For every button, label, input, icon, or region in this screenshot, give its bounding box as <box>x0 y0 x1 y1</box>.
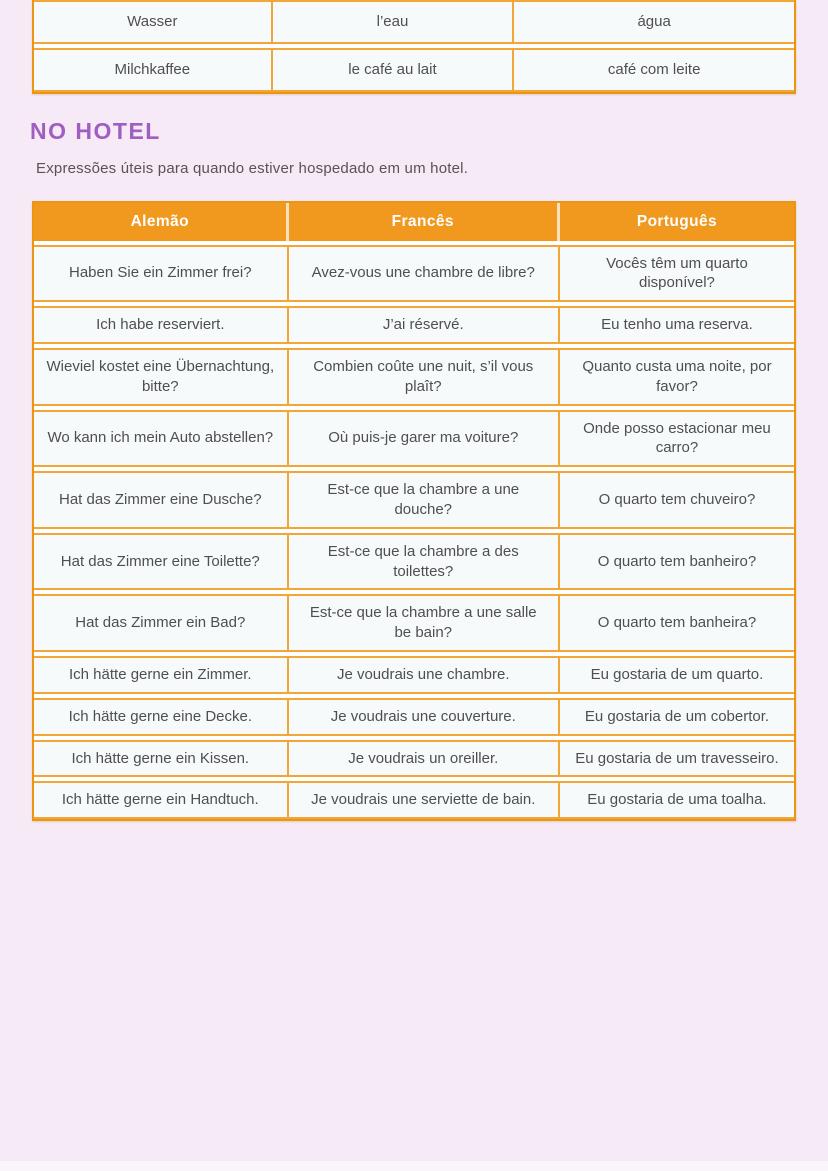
hotel-table-row <box>34 471 794 529</box>
phrase-cell-french: Combien coûte une nuit, s’il vous plaît? <box>289 348 560 406</box>
phrase-cell-portuguese: O quarto tem banheira? <box>560 594 794 652</box>
phrase-cell-portuguese: O quarto tem chuveiro? <box>560 471 794 529</box>
section-title: NO HOTEL <box>30 117 161 144</box>
vocab-cell-french: le café au lait <box>273 48 515 92</box>
vocab-cell-german: Wasser <box>34 0 273 44</box>
phrase-cell-german: Ich hätte gerne ein Zimmer. <box>34 656 289 694</box>
phrase-cell-german: Ich hätte gerne ein Kissen. <box>34 740 289 778</box>
hotel-table-row <box>34 698 794 736</box>
column-header-french: Francês <box>289 203 560 241</box>
hotel-table-header-row <box>34 203 794 241</box>
hotel-table-row <box>34 781 794 819</box>
vocab-cell-portuguese: café com leite <box>514 48 794 92</box>
phrase-cell-german: Ich hätte gerne eine Decke. <box>34 698 289 736</box>
section-subtitle: Expressões úteis para quando estiver hospedado em um hotel. <box>36 159 469 177</box>
phrase-cell-french: J’ai réservé. <box>289 306 560 344</box>
phrase-cell-german: Hat das Zimmer eine Dusche? <box>34 471 289 529</box>
hotel-table-row <box>34 245 794 303</box>
phrase-cell-german: Ich habe reserviert. <box>34 306 289 344</box>
phrase-cell-portuguese: Eu tenho uma reserva. <box>560 306 794 344</box>
page-bottom-edge <box>0 1161 828 1171</box>
hotel-table-row <box>34 348 794 406</box>
phrase-cell-french: Est-ce que la chambre a des toilettes? <box>289 533 560 591</box>
phrase-cell-french: Est-ce que la chambre a une salle be bain? <box>289 594 560 652</box>
phrase-cell-german: Wieviel kostet eine Übernachtung, bitte? <box>34 348 289 406</box>
hotel-table-row <box>34 306 794 344</box>
phrase-cell-portuguese: Eu gostaria de um cobertor. <box>560 698 794 736</box>
vocab-cell-portuguese: água <box>514 0 794 44</box>
phrase-cell-portuguese: Vocês têm um quarto disponível? <box>560 245 794 303</box>
phrase-cell-portuguese: Eu gostaria de um quarto. <box>560 656 794 694</box>
vocab-table <box>32 0 796 94</box>
hotel-table-row <box>34 656 794 694</box>
phrase-cell-french: Où puis-je garer ma voiture? <box>289 410 560 468</box>
phrase-cell-portuguese: Eu gostaria de um travesseiro. <box>560 740 794 778</box>
vocab-table-row <box>34 48 794 92</box>
phrase-cell-french: Je voudrais une serviette de bain. <box>289 781 560 819</box>
hotel-table-row <box>34 594 794 652</box>
vocab-cell-german: Milchkaffee <box>34 48 273 92</box>
phrase-cell-german: Ich hätte gerne ein Handtuch. <box>34 781 289 819</box>
hotel-table-row <box>34 533 794 591</box>
column-header-german: Alemão <box>34 203 289 241</box>
phrase-cell-french: Est-ce que la chambre a une douche? <box>289 471 560 529</box>
vocab-table-row <box>34 0 794 44</box>
phrase-cell-portuguese: O quarto tem banheiro? <box>560 533 794 591</box>
phrase-cell-french: Je voudrais un oreiller. <box>289 740 560 778</box>
phrase-cell-german: Haben Sie ein Zimmer frei? <box>34 245 289 303</box>
phrase-cell-french: Je voudrais une couverture. <box>289 698 560 736</box>
hotel-table <box>32 201 796 822</box>
phrase-cell-portuguese: Onde posso estacionar meu carro? <box>560 410 794 468</box>
hotel-table-row <box>34 410 794 468</box>
phrase-cell-german: Wo kann ich mein Auto abstellen? <box>34 410 289 468</box>
phrase-cell-french: Avez-vous une chambre de libre? <box>289 245 560 303</box>
vocab-cell-french: l’eau <box>273 0 515 44</box>
hotel-table-row <box>34 740 794 778</box>
phrase-cell-german: Hat das Zimmer ein Bad? <box>34 594 289 652</box>
phrase-cell-portuguese: Eu gostaria de uma toalha. <box>560 781 794 819</box>
phrase-cell-portuguese: Quanto custa uma noite, por favor? <box>560 348 794 406</box>
column-header-portuguese: Português <box>560 203 794 241</box>
phrase-cell-french: Je voudrais une chambre. <box>289 656 560 694</box>
phrase-cell-german: Hat das Zimmer eine Toilette? <box>34 533 289 591</box>
